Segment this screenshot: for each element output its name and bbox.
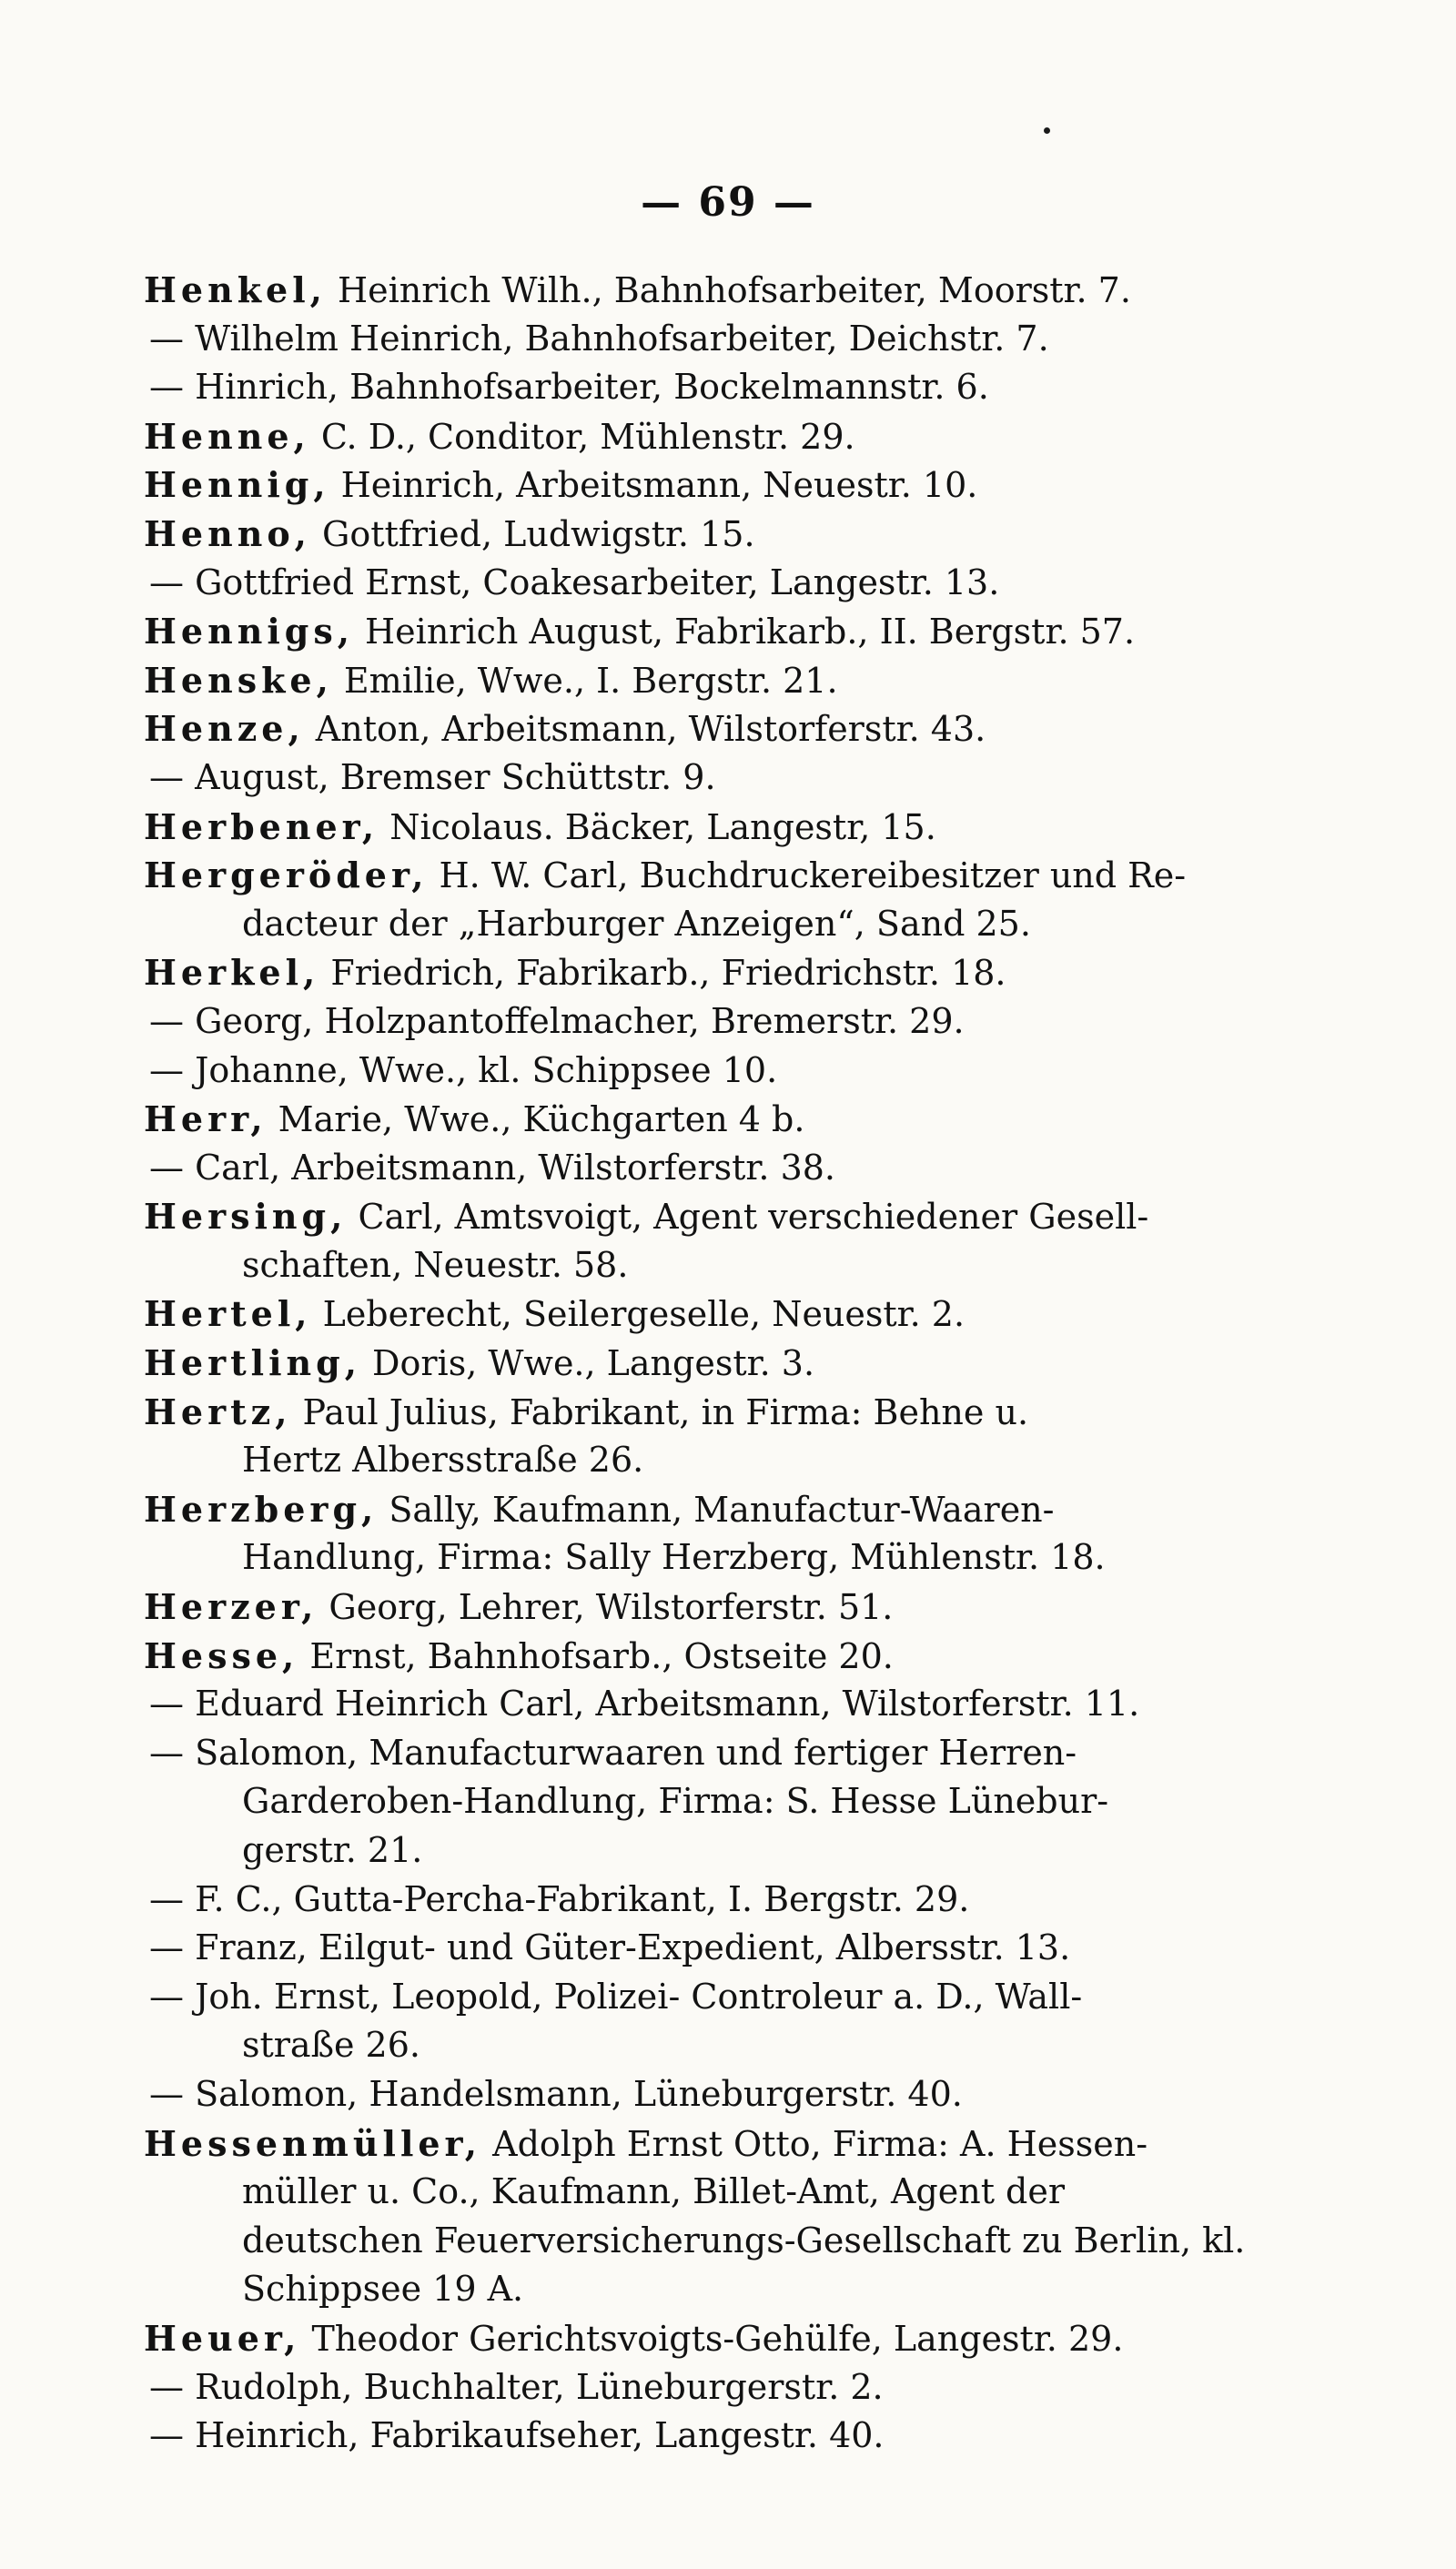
directory-entry: [144, 1095, 1263, 1144]
directory-entry: [144, 1339, 1263, 1388]
ink-speck: [1044, 127, 1050, 134]
entry-details: Carl, Amtsvoigt, Agent verschiedener Gesell-: [347, 1197, 1149, 1238]
directory-entry: [144, 460, 1263, 510]
entry-continuation: Garderoben-Handlung, Firma: S. Hesse Lünebur-: [242, 1781, 1109, 1822]
entry-details: Adolph Ernst Otto, Firma: A. Hessen-: [481, 2123, 1148, 2164]
entry-details: Georg, Lehrer, Wilstorferstr. 51.: [318, 1587, 894, 1628]
directory-sub-entry: — Franz, Eilgut- und Güter-Expedient, Albersstr. 13.: [149, 1927, 1071, 1968]
directory-sub-entry: — Salomon, Handelsmann, Lüneburgerstr. 40.: [149, 2073, 963, 2114]
directory-entry: [144, 2119, 1263, 2169]
directory-entry: [144, 1583, 1263, 1632]
entry-surname: Hennigs,: [144, 611, 354, 652]
entry-surname: Henne,: [144, 415, 310, 457]
directory-entry: [144, 704, 1263, 754]
directory-sub-entry: — Wilhelm Heinrich, Bahnhofsarbeiter, Deichstr. 7.: [149, 318, 1049, 359]
directory-entry: [144, 1485, 1263, 1534]
entry-surname: Herr,: [144, 1098, 268, 1140]
page-number: — 69 —: [641, 179, 815, 226]
directory-entry: [144, 412, 1263, 461]
entry-surname: Herbener,: [144, 805, 379, 847]
entry-details: Leberecht, Seilergeselle, Neuestr. 2.: [311, 1294, 966, 1335]
entry-continuation: schaften, Neuestr. 58.: [242, 1244, 629, 1285]
directory-sub-entry: — F. C., Gutta-Percha-Fabrikant, I. Bergstr. 29.: [149, 1878, 970, 1919]
directory-entry: [144, 803, 1263, 852]
directory-sub-entry: — Johanne, Wwe., kl. Schippsee 10.: [149, 1049, 778, 1090]
directory-sub-entry: — Gottfried Ernst, Coakesarbeiter, Langestr. 13.: [149, 561, 1000, 602]
entry-details: Paul Julius, Fabrikant, in Firma: Behne u.: [291, 1391, 1029, 1432]
entry-details: H. W. Carl, Buchdruckereibesitzer und Re-: [428, 855, 1187, 896]
directory-entry: [144, 1192, 1263, 1241]
directory-entry: [144, 2314, 1263, 2363]
directory-sub-entry: — Hinrich, Bahnhofsarbeiter, Bockelmannstr. 6.: [149, 367, 989, 408]
entry-surname: Hergeröder,: [144, 855, 429, 896]
entry-surname: Hertling,: [144, 1342, 361, 1384]
entry-surname: Henno,: [144, 512, 311, 554]
entry-details: Theodor Gerichtsvoigts-Gehülfe, Langestr. 29.: [300, 2318, 1124, 2359]
directory-entry: [144, 510, 1263, 559]
entry-continuation: dacteur der „Harburger Anzeigen“, Sand 25.: [242, 903, 1031, 944]
directory-entry: [144, 656, 1263, 705]
entry-details: Heinrich Wilh., Bahnhofsarbeiter, Moorstr. 7.: [326, 270, 1131, 310]
directory-sub-entry: — Joh. Ernst, Leopold, Polizei- Controleur a. D., Wall-: [149, 1976, 1083, 2017]
entry-surname: Herzer,: [144, 1586, 318, 1628]
entry-details: Gottfried, Ludwigstr. 15.: [310, 513, 755, 554]
directory-sub-entry: — Georg, Holzpantoffelmacher, Bremerstr. 29.: [149, 1000, 965, 1041]
directory-entries: [144, 266, 1263, 2461]
entry-surname: Hertel,: [144, 1293, 312, 1335]
entry-surname: Hennig,: [144, 464, 330, 506]
entry-details: Doris, Wwe., Langestr. 3.: [360, 1343, 815, 1384]
entry-details: Heinrich August, Fabrikarb., II. Bergstr. 57.: [353, 612, 1136, 652]
entry-details: Nicolaus. Bäcker, Langestr, 15.: [379, 806, 936, 847]
entry-continuation: Hertz Albersstraße 26.: [242, 1440, 644, 1481]
entry-continuation: gerstr. 21.: [242, 1830, 423, 1870]
entry-continuation: deutschen Feuerversicherungs-Gesellschaft zu Berlin, kl.: [242, 2220, 1246, 2261]
directory-entry: [144, 948, 1263, 997]
entry-details: Ernst, Bahnhofsarb., Ostseite 20.: [298, 1635, 894, 1676]
entry-surname: Herkel,: [144, 952, 320, 994]
entry-details: Marie, Wwe., Küchgarten 4 b.: [267, 1099, 805, 1140]
directory-sub-entry: — Eduard Heinrich Carl, Arbeitsmann, Wilstorferstr. 11.: [149, 1684, 1140, 1724]
directory-entry: [144, 851, 1263, 900]
entry-continuation: Handlung, Firma: Sally Herzberg, Mühlenstr. 18.: [242, 1537, 1106, 1578]
entry-details: Emilie, Wwe., I. Bergstr. 21.: [332, 660, 838, 701]
entry-surname: Herzberg,: [144, 1488, 379, 1530]
entry-details: Friedrich, Fabrikarb., Friedrichstr. 18.: [319, 953, 1006, 994]
directory-entry: [144, 607, 1263, 656]
entry-surname: Henze,: [144, 708, 305, 750]
directory-sub-entry: — August, Bremser Schüttstr. 9.: [149, 756, 716, 797]
entry-surname: Hesse,: [144, 1634, 299, 1676]
entry-details: Anton, Arbeitsmann, Wilstorferstr. 43.: [304, 709, 986, 750]
entry-details: Heinrich, Arbeitsmann, Neuestr. 10.: [329, 465, 978, 506]
directory-sub-entry: — Heinrich, Fabrikaufseher, Langestr. 40.: [149, 2415, 885, 2456]
entry-continuation: müller u. Co., Kaufmann, Billet-Amt, Agent der: [242, 2171, 1066, 2212]
entry-surname: Hessenmüller,: [144, 2122, 482, 2164]
entry-continuation: straße 26.: [242, 2025, 420, 2066]
entry-details: Sally, Kaufmann, Manufactur-Waaren-: [378, 1489, 1055, 1530]
entry-continuation: Schippsee 19 A.: [242, 2269, 524, 2310]
directory-sub-entry: — Salomon, Manufacturwaaren und fertiger Herren-: [149, 1732, 1077, 1773]
directory-entry: [144, 1632, 1263, 1681]
entry-surname: Henkel,: [144, 269, 327, 310]
directory-sub-entry: — Rudolph, Buchhalter, Lüneburgerstr. 2.: [149, 2366, 884, 2407]
entry-details: C. D., Conditor, Mühlenstr. 29.: [309, 416, 855, 457]
directory-sub-entry: — Carl, Arbeitsmann, Wilstorferstr. 38.: [149, 1147, 836, 1188]
entry-surname: Heuer,: [144, 2317, 301, 2359]
entry-surname: Hersing,: [144, 1196, 348, 1238]
directory-entry: [144, 1290, 1263, 1339]
directory-entry: [144, 1388, 1263, 1437]
directory-entry: [144, 266, 1263, 315]
entry-surname: Hertz,: [144, 1391, 292, 1432]
entry-surname: Henske,: [144, 659, 333, 701]
